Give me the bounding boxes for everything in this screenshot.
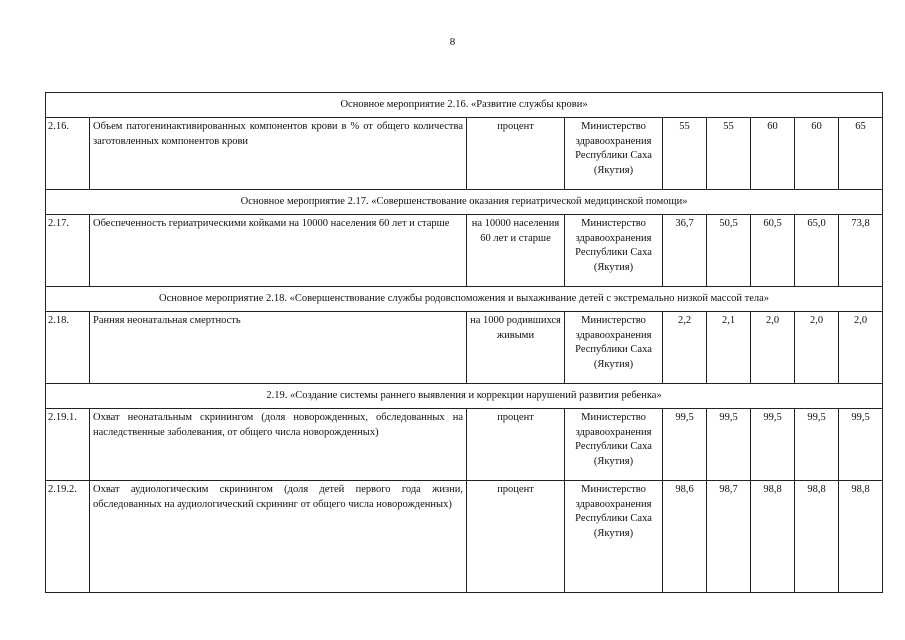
- indicator-name: Ранняя неонатальная смертность: [90, 312, 467, 384]
- section-header-row: [46, 384, 883, 409]
- target-value: 65,0: [795, 215, 839, 287]
- target-value: 99,5: [663, 409, 707, 481]
- indicator-number: 2.19.2.: [46, 481, 90, 593]
- indicator-row: [46, 312, 883, 384]
- section-title: 2.19. «Создание системы раннего выявления и коррекции нарушений развития ребенка»: [46, 384, 883, 409]
- responsible-organization: Министерство здравоохранения Республики Саха (Якутия): [565, 481, 663, 593]
- indicator-row: [46, 215, 883, 287]
- indicator-number: 2.19.1.: [46, 409, 90, 481]
- target-value: 98,7: [707, 481, 751, 593]
- target-value: 98,8: [839, 481, 883, 593]
- page-number: 8: [449, 36, 456, 48]
- target-value: 60: [795, 118, 839, 190]
- indicator-row: [46, 409, 883, 481]
- target-value: 99,5: [839, 409, 883, 481]
- target-value: 55: [707, 118, 751, 190]
- target-value: 99,5: [795, 409, 839, 481]
- responsible-organization: Министерство здравоохранения Республики Саха (Якутия): [565, 118, 663, 190]
- unit-of-measure: на 10000 населения 60 лет и старше: [467, 215, 565, 287]
- target-value: 36,7: [663, 215, 707, 287]
- unit-of-measure: процент: [467, 118, 565, 190]
- responsible-organization: Министерство здравоохранения Республики Саха (Якутия): [565, 312, 663, 384]
- section-header-row: [46, 93, 883, 118]
- indicator-number: 2.18.: [46, 312, 90, 384]
- unit-of-measure: процент: [467, 481, 565, 593]
- target-value: 73,8: [839, 215, 883, 287]
- target-value: 60: [751, 118, 795, 190]
- indicator-number: 2.17.: [46, 215, 90, 287]
- responsible-organization: Министерство здравоохранения Республики Саха (Якутия): [565, 215, 663, 287]
- target-value: 55: [663, 118, 707, 190]
- target-value: 2,1: [707, 312, 751, 384]
- target-value: 2,0: [795, 312, 839, 384]
- table-body: [46, 93, 883, 593]
- target-value: 65: [839, 118, 883, 190]
- unit-of-measure: на 1000 родившихся живыми: [467, 312, 565, 384]
- indicator-row: [46, 118, 883, 190]
- target-value: 98,8: [795, 481, 839, 593]
- section-header-row: [46, 287, 883, 312]
- target-value: 99,5: [751, 409, 795, 481]
- indicator-name: Объем патогенинактивированных компонентов крови в % от общего количества заготовленных компонентов крови: [90, 118, 467, 190]
- section-title: Основное мероприятие 2.17. «Совершенствование оказания гериатрической медицинской помощи»: [46, 190, 883, 215]
- indicators-table: [45, 92, 883, 593]
- responsible-organization: Министерство здравоохранения Республики Саха (Якутия): [565, 409, 663, 481]
- indicator-row: [46, 481, 883, 593]
- target-value: 60,5: [751, 215, 795, 287]
- target-value: 99,5: [707, 409, 751, 481]
- indicator-number: 2.16.: [46, 118, 90, 190]
- indicator-name: Обеспеченность гериатрическими койками на 10000 населения 60 лет и старше: [90, 215, 467, 287]
- target-value: 2,2: [663, 312, 707, 384]
- section-title: Основное мероприятие 2.18. «Совершенствование службы родовспоможения и выхаживание детей с экстремально низкой массой тела»: [46, 287, 883, 312]
- unit-of-measure: процент: [467, 409, 565, 481]
- target-value: 98,8: [751, 481, 795, 593]
- target-value: 2,0: [839, 312, 883, 384]
- target-value: 98,6: [663, 481, 707, 593]
- target-value: 50,5: [707, 215, 751, 287]
- section-header-row: [46, 190, 883, 215]
- section-title: Основное мероприятие 2.16. «Развитие службы крови»: [46, 93, 883, 118]
- indicator-name: Охват неонатальным скринингом (доля новорожденных, обследованных на наследственные заболевания, от общего числа новорожденных): [90, 409, 467, 481]
- target-value: 2,0: [751, 312, 795, 384]
- indicator-name: Охват аудиологическим скринингом (доля детей первого года жизни, обследованных на аудиологический скрининг от общего числа новорожденных): [90, 481, 467, 593]
